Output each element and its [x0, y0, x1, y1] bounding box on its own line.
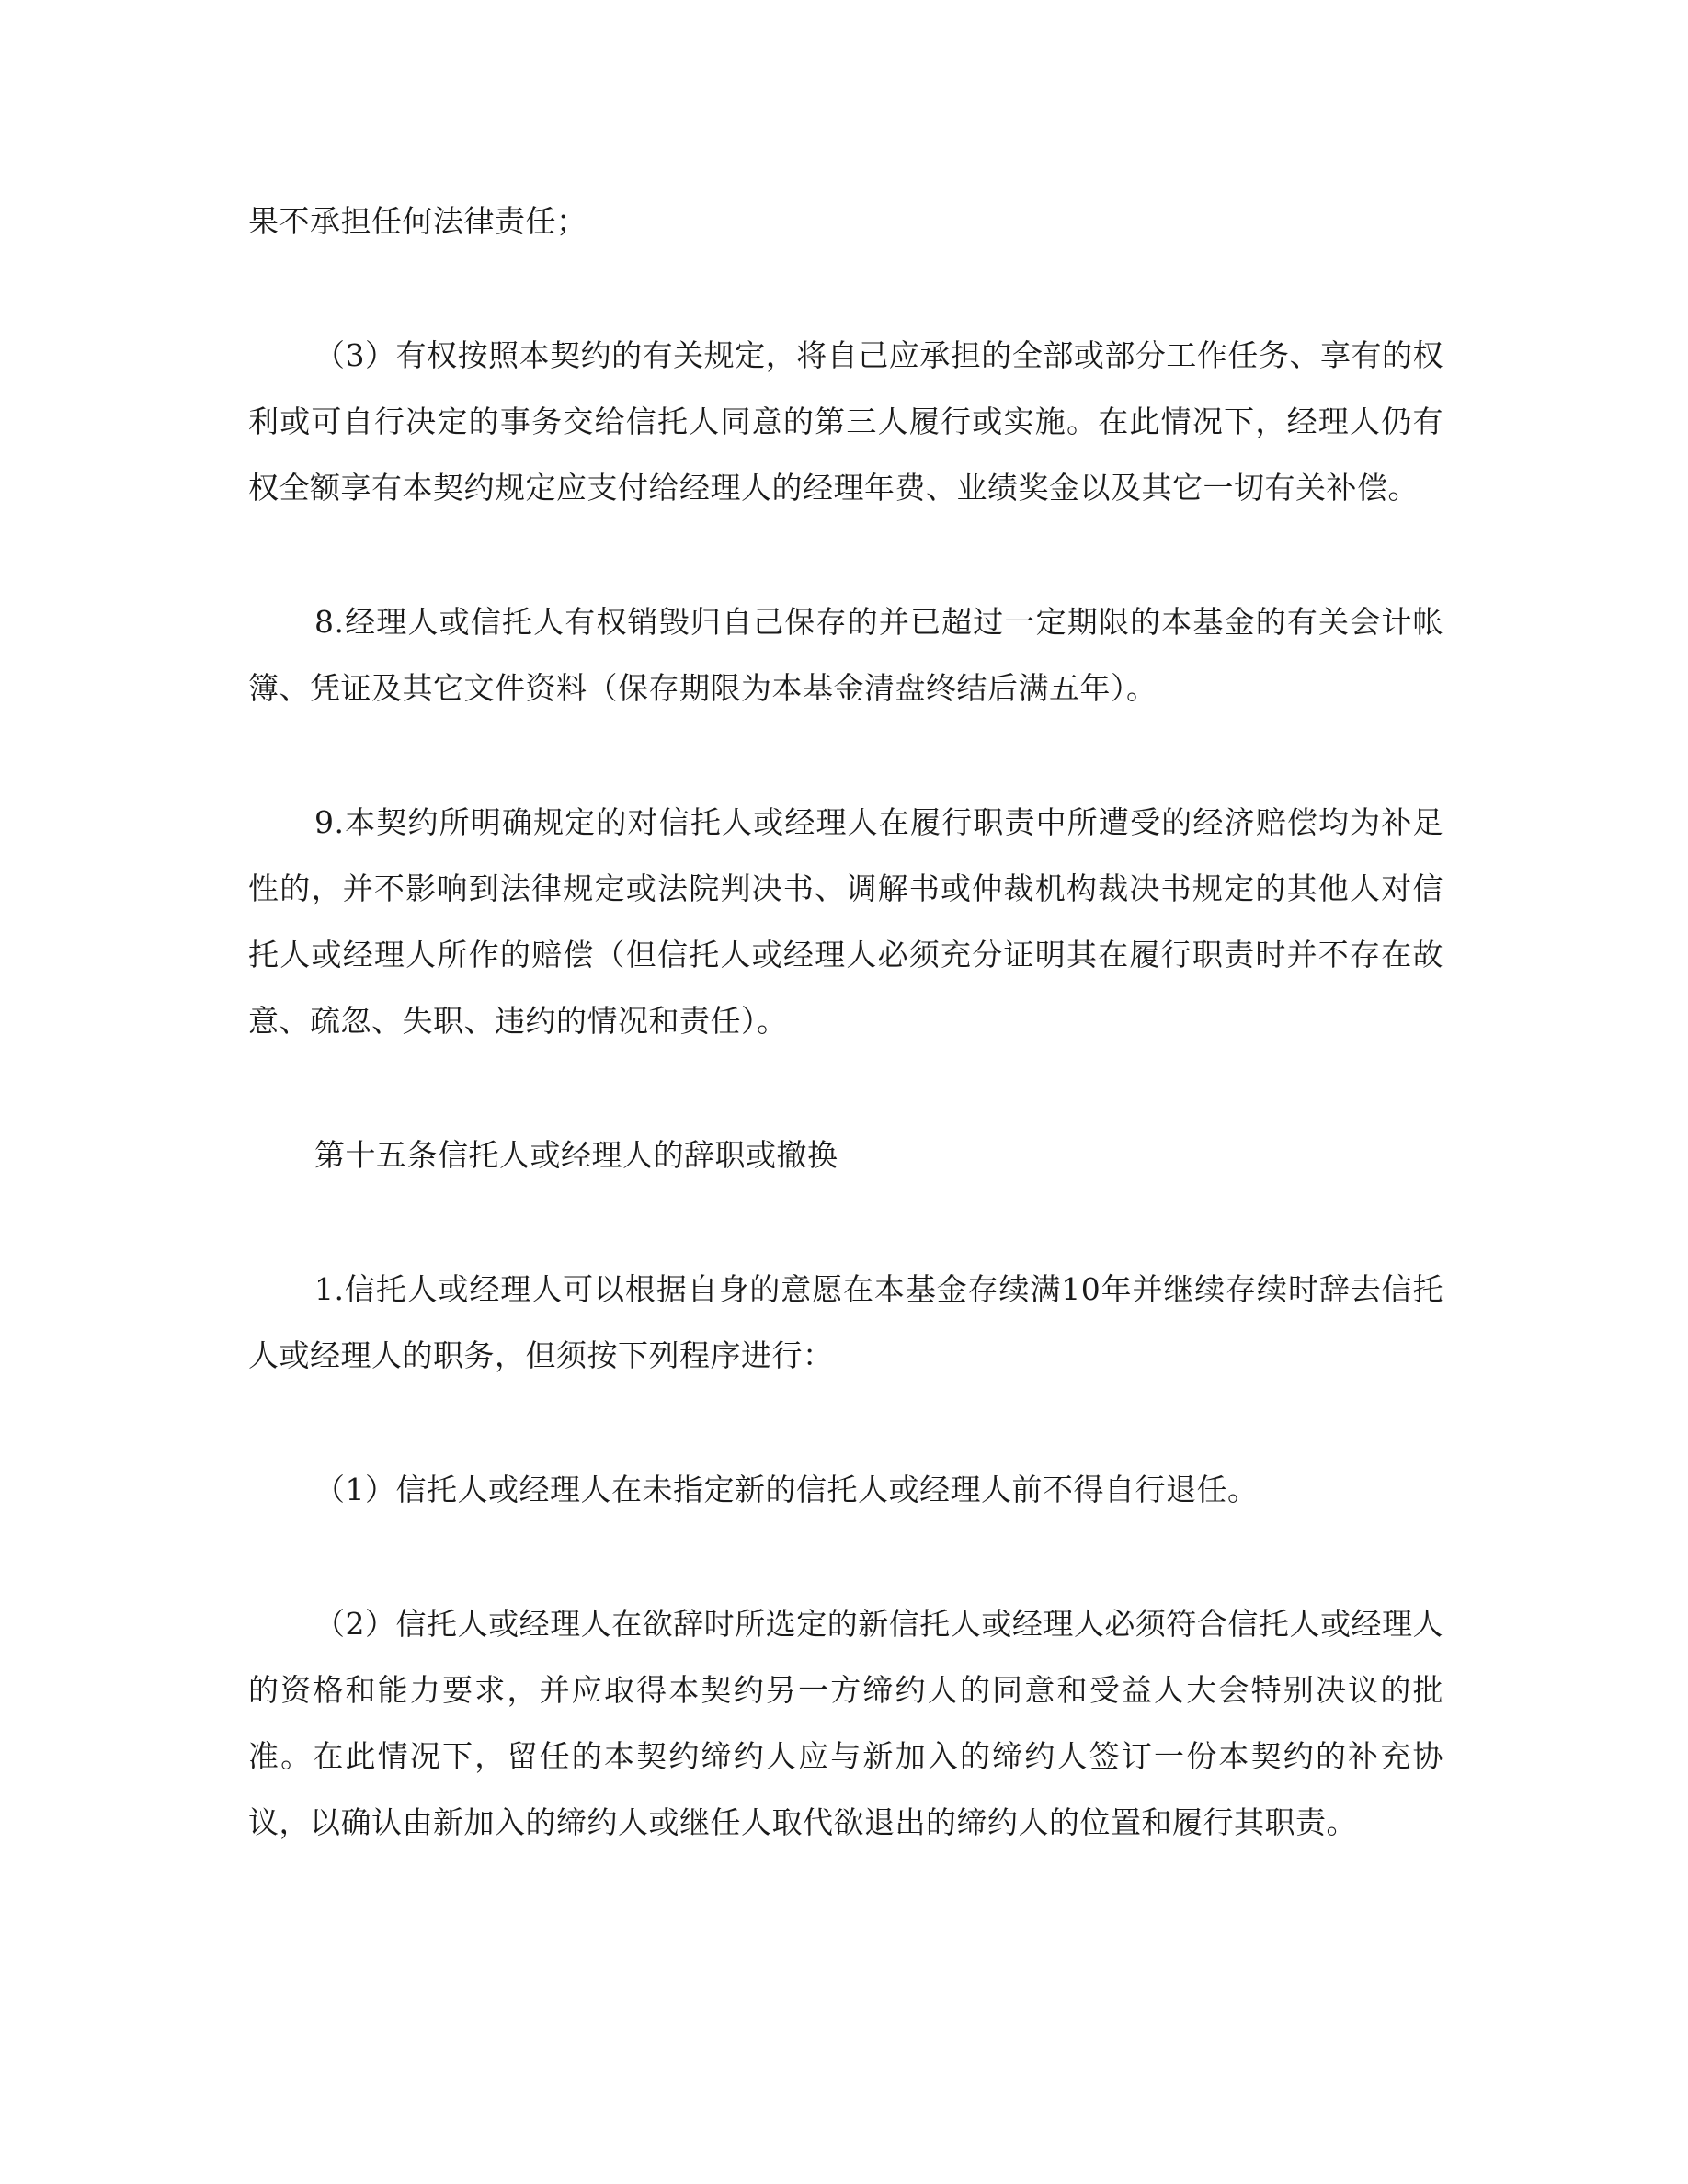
paragraph-item-9: 9.本契约所明确规定的对信托人或经理人在履行职责中所遭受的经济赔偿均为补足性的，并不影响到法律规定或法院判决书、调解书或仲裁机构裁决书规定的其他人对信托人或经理人所作的赔偿（但信托人或经理人必须充分证明其在履行职责时并不存在故意、疏忽、失职、违约的情况和责任）。	[248, 804, 1443, 1039]
paragraph-item-8: 8.经理人或信托人有权销毁归自己保存的并已超过一定期限的本基金的有关会计帐簿、凭证及其它文件资料（保存期限为本基金清盘终结后满五年）。	[248, 604, 1443, 706]
document-page	[248, 188, 1443, 1924]
paragraph-continuation: 果不承担任何法律责任；	[248, 203, 587, 239]
paragraph-clause-3: （3）有权按照本契约的有关规定，将自己应承担的全部或部分工作任务、享有的权利或可自行决定的事务交给信托人同意的第三人履行或实施。在此情况下，经理人仍有权全额享有本契约规定应支付给经理人的经理年费、业绩奖金以及其它一切有关补偿。	[248, 337, 1443, 506]
paragraph-clause-2: （2）信托人或经理人在欲辞时所选定的新信托人或经理人必须符合信托人或经理人的资格和能力要求，并应取得本契约另一方缔约人的同意和受益人大会特别决议的批准。在此情况下，留任的本契约缔约人应与新加入的缔约人签订一份本契约的补充协议，以确认由新加入的缔约人或继任人取代欲退出的缔约人的位置和履行其职责。	[248, 1606, 1443, 1840]
paragraph-clause-1: （1）信托人或经理人在未指定新的信托人或经理人前不得自行退任。	[314, 1472, 1259, 1507]
article-15-heading: 第十五条信托人或经理人的辞职或撤换	[314, 1137, 838, 1173]
paragraph-item-1: 1.信托人或经理人可以根据自身的意愿在本基金存续满10年并继续存续时辞去信托人或经理人的职务，但须按下列程序进行：	[248, 1271, 1443, 1373]
